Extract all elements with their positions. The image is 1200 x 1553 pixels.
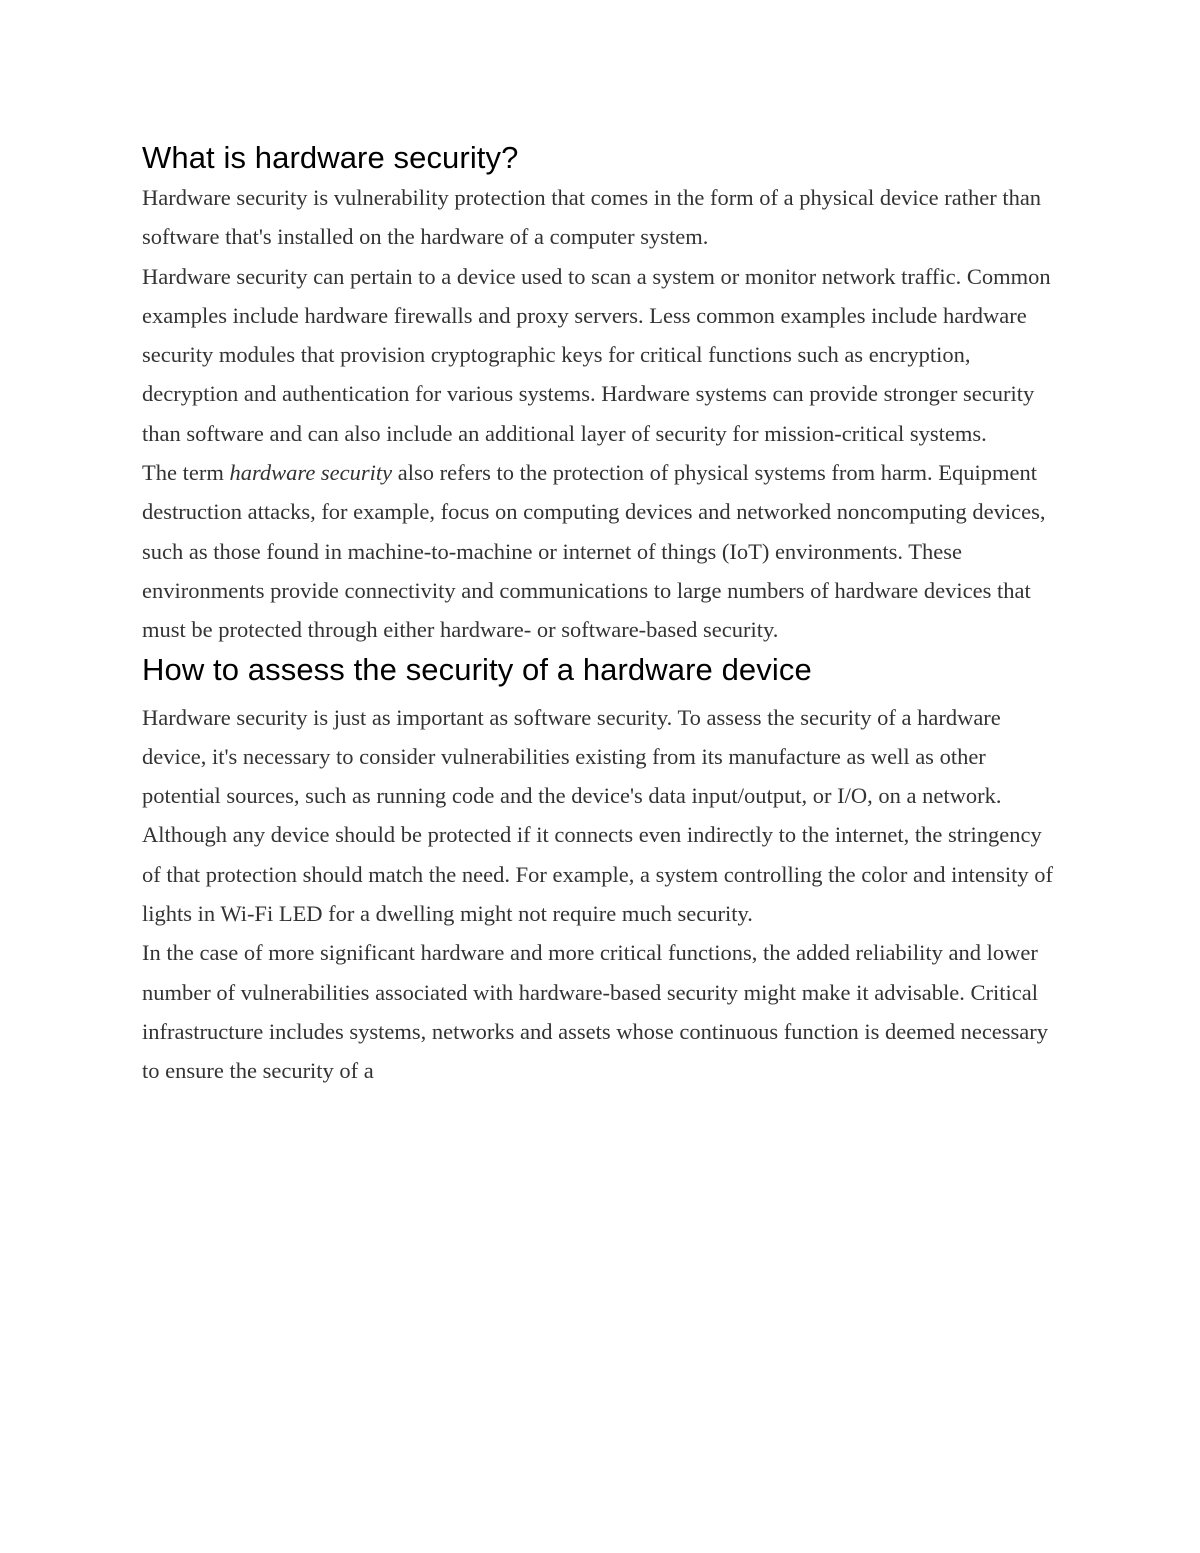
paragraph: Hardware security can pertain to a device used to scan a system or monitor network traffic. Common examples include hardware firewalls and proxy servers. Less common examples include hardware security modules that provision cryptographic keys for critical functions such as encryption, decryption and authentication for various systems. Hardware systems can provide stronger security than software and can also include an additional layer of security for mission-critical systems. (142, 263, 1051, 446)
term-emphasis: hardware security (229, 460, 393, 486)
term-text-before: The term (142, 460, 230, 486)
section-heading-what-is-hardware-security: What is hardware security? (142, 140, 519, 175)
paragraph-term (142, 453, 1057, 649)
section-heading-how-to-assess: How to assess the security of a hardware device (142, 651, 812, 687)
paragraph: In the case of more significant hardware and more critical functions, the added reliability and lower number of vulnerabilities associated with hardware-based security might make it advisable. Critical infrastructure includes systems, networks and assets whose continuous function is deemed necessary to ensure the security of a (142, 940, 1049, 1084)
term-text-after: also refers to the protection of physical systems from harm. Equipment destruction attacks, for example, focus on computing devices and networked noncomputing devices, such as those found in machine-to-machine or internet of things (IoT) environments. These environments provide connectivity and communications to large numbers of hardware devices that must be protected through either hardware- or software-based security. (142, 460, 1046, 643)
paragraph: Hardware security is vulnerability protection that comes in the form of a physical device rather than software that's installed on the hardware of a computer system. (142, 185, 1042, 250)
document-page (142, 138, 1057, 1091)
paragraph: Hardware security is just as important as software security. To assess the security of a hardware device, it's necessary to consider vulnerabilities existing from its manufacture as well as other potential sources, such as running code and the device's data input/output, or I/O, on a network. Although any device should be protected if it connects even indirectly to the internet, the stringency of that protection should match the need. For example, a system controlling the color and intensity of lights in Wi-Fi LED for a dwelling might not require much security. (142, 704, 1054, 927)
